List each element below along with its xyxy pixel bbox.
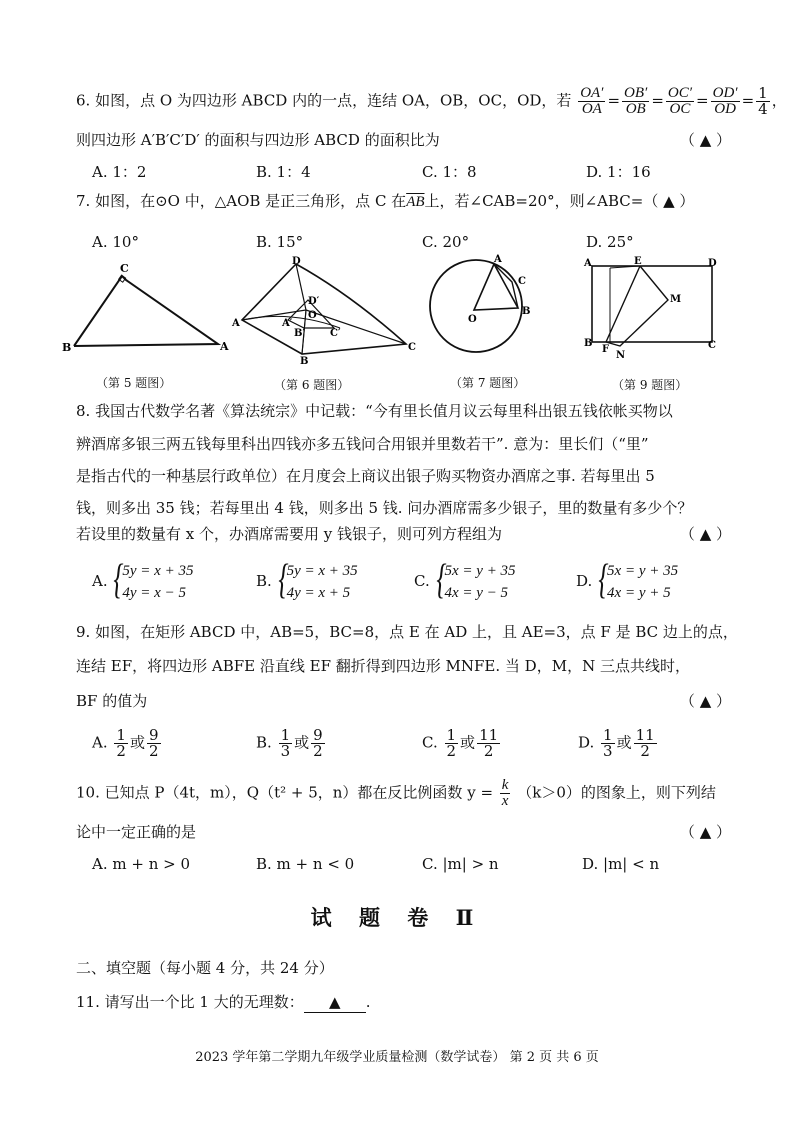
fig7-label-o: O <box>468 314 477 325</box>
q6-option-b: B. 1：4 <box>256 163 311 181</box>
fig9-label-f: F <box>602 344 610 355</box>
q8-option-a: A. { 5y = x + 35 4y = x − 5 <box>92 560 193 604</box>
fig6-label-c: C <box>408 342 416 353</box>
fig7-label-a: A <box>494 254 502 265</box>
q6-options <box>92 160 732 184</box>
fig6-diagram <box>230 254 420 364</box>
q9-line2: 连结 EF，将四边形 ABFE 沿直线 EF 翻折得到四边形 MNFE. 当 D，M，N 三点共线时， <box>76 657 690 675</box>
q6-option-c: C. 1：8 <box>422 163 477 181</box>
q10-answer-mark: （ ▲ ） <box>679 823 731 841</box>
fig9-label-m: M <box>670 294 682 305</box>
q8-line4: 钱，则多出 35 钱；若每里出 4 钱，则多出 5 钱. 问办酒席需多少银子，里的数量有多少个？ <box>76 499 693 517</box>
fig6-label-a: A <box>232 318 240 329</box>
q6-line1: 6. 如图，点 O 为四边形 ABCD 内的一点，连结 OA，OB，OC，OD，若 $\frac{OA'}{OA}$ = $\frac{OB'}{OB}$ = $\frac{OC'}{OC}$ = $\frac{OD'}{OD}$ = $\frac{1}{4}$ ， <box>76 84 787 118</box>
q8-option-d: D. { 5x = y + 35 4x = y + 5 <box>576 560 678 604</box>
q6-frac-0: $\frac{OA'}{OA}$ <box>580 85 604 117</box>
q7-prefix: 7. 如图，在⊙O 中，△AOB 是正三角形，点 C 在 <box>76 192 407 210</box>
fig6-label-o: O <box>308 310 317 321</box>
q8-option-c: C. { 5x = y + 35 4x = y − 5 <box>414 560 516 604</box>
q7-suffix: 上，若∠CAB=20°，则∠ABC=（ ▲ ） <box>424 192 695 210</box>
q10-line1 <box>76 778 716 809</box>
fig5-label-b: B <box>62 341 72 354</box>
fig9-label-c: C <box>708 340 716 351</box>
q9-option-b: B. $\frac{1}{3}$ 或 $\frac{9}{2}$ <box>256 726 323 760</box>
q7-option-a: A. 10° <box>92 233 139 251</box>
q7-option-d: D. 25° <box>586 233 634 251</box>
q9-option-d: D. $\frac{1}{3}$ 或 $\frac{11}{2}$ <box>578 726 655 760</box>
fig9-label-b: B <box>584 338 593 349</box>
fig5-diagram <box>60 258 240 358</box>
q8-line5 <box>76 524 731 544</box>
q8-line2: 辨酒席多银三两五钱每里科出四钱亦多五钱问合用银并里数若干”. 意为：里长们（“里” <box>76 435 649 453</box>
q10-options <box>92 852 732 876</box>
fig7-diagram <box>424 252 534 362</box>
q8-option-b: B. { 5y = x + 35 4y = x + 5 <box>256 560 358 604</box>
q6-frac-1: $\frac{OB'}{OB}$ <box>624 85 648 117</box>
fig6-label-a-prime: A′ <box>282 318 293 329</box>
fig7-label-b: B <box>522 306 531 317</box>
q9-line3-text: BF 的值为 <box>76 692 148 710</box>
q7-options <box>92 230 732 254</box>
q8-answer-mark: （ ▲ ） <box>679 525 731 543</box>
fig5-label-a: A <box>220 340 229 353</box>
q6-frac-2: $\frac{OC'}{OC}$ <box>667 85 693 117</box>
fig7-caption: （第 7 题图） <box>450 376 526 390</box>
fig7-label-c: C <box>518 276 526 287</box>
fig9-label-n: N <box>616 350 626 361</box>
section-title: 试 题 卷 Ⅱ <box>310 905 484 930</box>
q7-option-b: B. 15° <box>256 233 304 251</box>
q10-text-b: （k＞0）的图象上，则下列结 <box>517 783 716 802</box>
fig6-label-d-prime: D′ <box>308 296 320 307</box>
q9-answer-mark: （ ▲ ） <box>679 692 731 710</box>
fig5-caption: （第 5 题图） <box>96 376 172 390</box>
page-footer: 2023 学年第二学期九年级学业质量检测（数学试卷） 第 2 页 共 6 页 <box>195 1050 599 1065</box>
fig6-label-c-prime: C′ <box>330 328 341 339</box>
q10-option-a: A. m + n > 0 <box>92 855 191 873</box>
q8-line1: 8. 我国古代数学名著《算法统宗》中记载：“今有里长值月议云每里科出银五钱依帐买物以 <box>76 402 673 420</box>
q10-option-c: C. |m| > n <box>422 855 499 873</box>
q10-text-a: 10. 已知点 P（4t，m），Q（t² + 5，n）都在反比例函数 y = <box>76 783 494 802</box>
q10-line2-text: 论中一定正确的是 <box>76 823 197 841</box>
fig6-label-d: D <box>292 256 301 267</box>
q11-text: 11. 请写出一个比 1 大的无理数： <box>76 993 304 1011</box>
fig9-label-d: D <box>708 258 717 269</box>
q7-arc: $\overline{AB}$ <box>406 194 425 210</box>
q10-frac: $\frac{k}{x}$ <box>501 777 509 809</box>
q8-options <box>92 556 732 604</box>
section-2-heading: 二、填空题（每小题 4 分，共 24 分） <box>76 959 334 977</box>
fig9-diagram <box>580 254 720 362</box>
q8-line5-text: 若设里的数量有 x 个，办酒席需要用 y 钱银子，则可列方程组为 <box>76 525 503 543</box>
fig6-label-b-prime: B′ <box>294 328 306 339</box>
q9-line1: 9. 如图，在矩形 ABCD 中，AB=5，BC=8，点 E 在 AD 上，且 AE=3，点 F 是 BC 边上的点， <box>76 623 738 641</box>
q6-question: 则四边形 A′B′C′D′ 的面积与四边形 ABCD 的面积比为 <box>76 131 440 149</box>
fig5-label-c: C <box>120 262 129 275</box>
q11-line: 11. 请写出一个比 1 大的无理数： ▲ . <box>76 993 371 1011</box>
q10-option-b: B. m + n < 0 <box>256 855 355 873</box>
q6-frac-4: $\frac{1}{4}$ <box>758 84 768 118</box>
q6-answer-mark: （ ▲ ） <box>679 131 731 149</box>
q6-line2 <box>76 130 731 150</box>
fig9-caption: （第 9 题图） <box>612 378 688 392</box>
q10-option-d: D. |m| < n <box>582 855 660 873</box>
fig9-label-e: E <box>634 256 642 267</box>
q6-option-a: A. 1：2 <box>92 163 147 181</box>
q6-text: 6. 如图，点 O 为四边形 ABCD 内的一点，连结 OA，OB，OC，OD，若 <box>76 91 572 110</box>
q8-line3: 是指古代的一种基层行政单位）在月度会上商议出银子购买物资办酒席之事. 若每里出 5 <box>76 467 655 485</box>
q9-options <box>92 724 732 764</box>
q9-line3 <box>76 691 731 711</box>
fig6-caption: （第 6 题图） <box>274 378 350 392</box>
q9-option-c: C. $\frac{1}{2}$ 或 $\frac{11}{2}$ <box>422 726 499 760</box>
q6-frac-3: $\frac{OD'}{OD}$ <box>712 85 738 117</box>
q9-option-a: A. $\frac{1}{2}$ 或 $\frac{9}{2}$ <box>92 726 159 760</box>
q10-line2 <box>76 822 731 842</box>
fig9-label-a: A <box>584 258 592 269</box>
q11-answer-blank[interactable]: ▲ <box>304 992 366 1013</box>
q7-option-c: C. 20° <box>422 233 470 251</box>
q6-option-d: D. 1：16 <box>586 163 651 181</box>
fig6-label-b: B <box>300 356 309 364</box>
q7-line <box>76 191 694 212</box>
